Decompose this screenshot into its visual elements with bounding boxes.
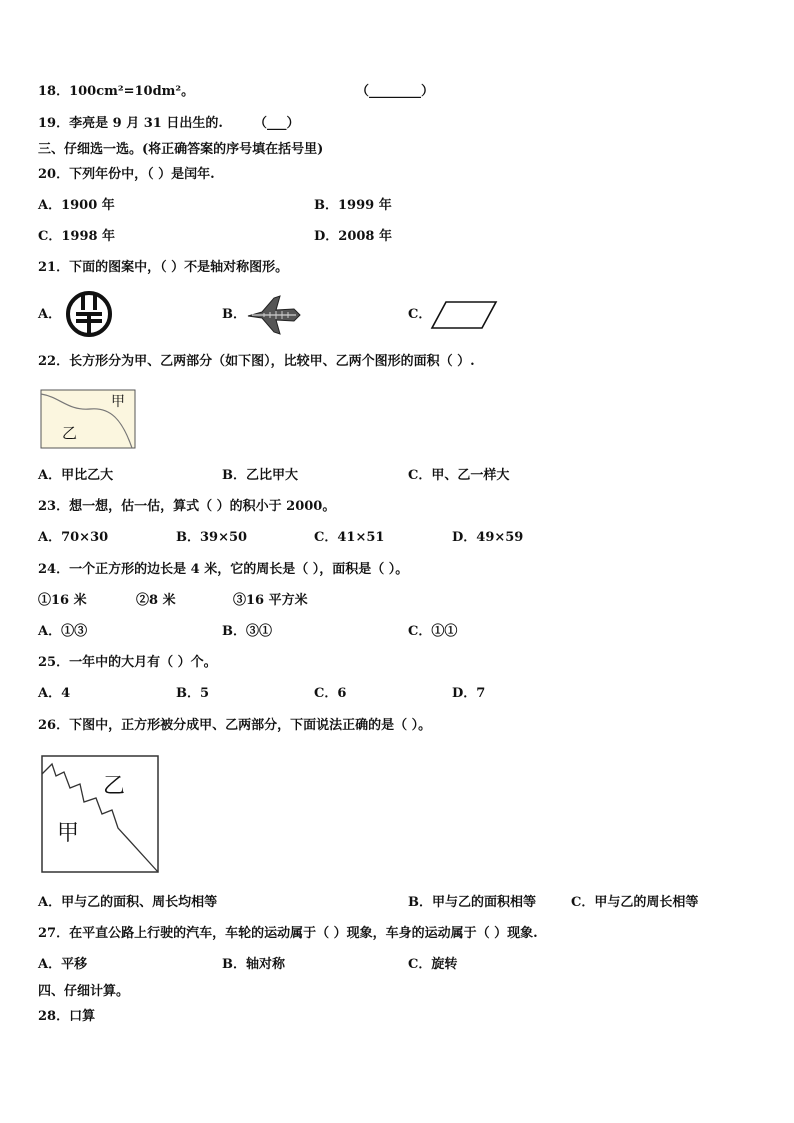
q23-option-d: D．49×59: [452, 530, 524, 545]
q22-figure-label-jia: 甲: [111, 394, 125, 410]
q28-stem: 28．口算: [38, 1009, 96, 1024]
q20-option-b: B．1999 年: [314, 198, 392, 213]
q20-stem: 20．下列年份中，（ ）是闰年.: [38, 167, 215, 182]
q21-stem: 21．下面的图案中，（ ）不是轴对称图形。: [38, 260, 289, 275]
q24-stem: 24．一个正方形的边长是 4 米，它的周长是（ ），面积是（ ）。: [38, 562, 409, 577]
q27-option-b: B．轴对称: [222, 957, 285, 972]
q22-option-b: B．乙比甲大: [222, 468, 298, 483]
square-split-figure: [40, 754, 162, 874]
q27-option-c: C．旋转: [408, 957, 458, 972]
q19-text: 19．李亮是 9 月 31 日出生的.: [38, 116, 223, 131]
q22-option-c: C．甲、乙一样大: [408, 468, 510, 483]
q24-choice-1: ①16 米: [38, 593, 87, 608]
q18-text: 18．100cm²=10dm²。: [38, 84, 195, 99]
q23-option-b: B．39×50: [176, 530, 248, 545]
q24-option-a: A．①③: [38, 624, 88, 639]
q23-option-a: A．70×30: [38, 530, 109, 545]
airplane-figure: [244, 292, 302, 338]
q21-option-a: A．: [38, 307, 62, 322]
q23-stem: 23．想一想，估一估，算式（ ）的积小于 2000。: [38, 499, 336, 514]
q24-choice-2: ②8 米: [136, 593, 176, 608]
q26-stem: 26．下图中，正方形被分成甲、乙两部分，下面说法正确的是（ ）。: [38, 718, 432, 733]
q25-stem: 25．一年中的大月有（ ）个。: [38, 655, 217, 670]
q27-stem: 27．在平直公路上行驶的汽车，车轮的运动属于（ ）现象，车身的运动属于（ ）现象.: [38, 926, 538, 941]
q26-option-c: C．甲与乙的周长相等: [571, 895, 699, 910]
q24-option-b: B．③①: [222, 624, 272, 639]
q21-option-c: C．: [408, 307, 432, 322]
q22-stem: 22．长方形分为甲、乙两部分（如下图），比较甲、乙两个图形的面积（ ）.: [38, 354, 475, 369]
q25-option-d: D．7: [452, 686, 486, 701]
q23-option-c: C．41×51: [314, 530, 385, 545]
section-3-heading: 三、仔细选一选。(将正确答案的序号填在括号里): [38, 142, 324, 157]
q26-option-a: A．甲与乙的面积、周长均相等: [38, 895, 218, 910]
q26-figure-label-jia: 甲: [57, 821, 80, 846]
q19-answer-blank: （___）: [254, 116, 300, 131]
parallelogram-figure: [430, 300, 498, 330]
section-4-heading: 四、仔细计算。: [38, 984, 130, 999]
q25-option-b: B．5: [176, 686, 210, 701]
q25-option-a: A．4: [38, 686, 71, 701]
q22-figure-label-yi: 乙: [62, 424, 78, 442]
q18-answer-blank: （________）: [356, 84, 435, 99]
q24-choice-3: ③16 平方米: [233, 593, 308, 608]
q25-option-c: C．6: [314, 686, 347, 701]
q20-option-d: D．2008 年: [314, 229, 392, 244]
q22-option-a: A．甲比乙大: [38, 468, 114, 483]
q20-option-a: A．1900 年: [38, 198, 115, 213]
q21-option-b: B．: [222, 307, 246, 322]
q26-option-b: B．甲与乙的面积相等: [408, 895, 536, 910]
q24-option-c: C．①①: [408, 624, 458, 639]
bank-logo-figure: [62, 290, 116, 338]
q27-option-a: A．平移: [38, 957, 88, 972]
q20-option-c: C．1998 年: [38, 229, 116, 244]
q26-figure-label-yi: 乙: [103, 774, 126, 799]
